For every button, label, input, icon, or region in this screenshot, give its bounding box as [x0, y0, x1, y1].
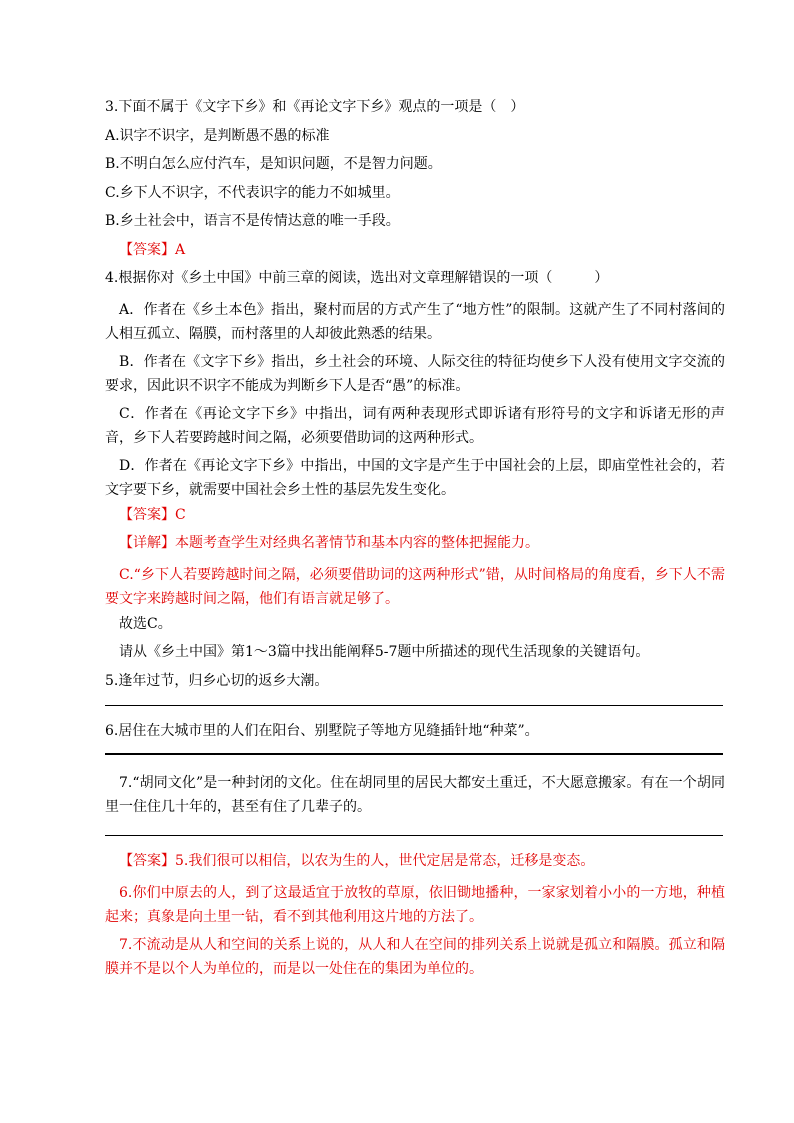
q4-conclusion: 故选C。: [119, 615, 172, 632]
q5-answer-line: [105, 705, 723, 707]
q4-option-c: C．作者在《再论文字下乡》中指出，词有两种表现形式即诉诸有形符号的文字和诉诸无形的声音，乡下人若要跨越时间之隔，必须要借助词的这两种形式。: [105, 405, 725, 446]
answers-5: [105, 852, 725, 871]
answer-value: C: [175, 506, 186, 523]
q3-option-b: B.不明白怎么应付汽车，是知识问题，不是智力问题。: [105, 156, 442, 172]
q3-option-d: B.乡土社会中，语言不是传情达意的唯一手段。: [105, 213, 400, 229]
q4-explanation: C.“乡下人若要跨越时间之隔，必须要借助词的这两种形式”错，从时间格局的角度看，乡下人不需要文字来跨越时间之隔，他们有语言就足够了。: [105, 566, 725, 607]
q6-answer-line: [105, 753, 723, 755]
q4-option-a: A．作者在《乡土本色》指出，聚村而居的方式产生了“地方性”的限制。这就产生了不同村落间的人相互孤立、隔膜，而村落里的人却彼此熟悉的结果。: [105, 301, 725, 342]
answers-7: 7.不流动是从人和空间的关系上说的，从人和人在空间的排列关系上说就是孤立和隔膜。孤立和隔膜并不是以个人为单位的，而是以一处住在的集团为单位的。: [105, 936, 725, 977]
answer-value: A: [175, 241, 186, 258]
answer-tag: 【答案】: [119, 241, 175, 258]
detail-tag: 【详解】: [119, 535, 175, 551]
q3-stem: 3.下面不属于《文字下乡》和《再论文字下乡》观点的一项是（ ）: [105, 99, 525, 115]
q3-option-c: C.乡下人不识字，不代表识字的能力不如城里。: [105, 184, 400, 201]
q3-answer: [105, 241, 725, 260]
q4-answer: [105, 506, 725, 525]
detail-text: 本题考查学生对经典名著情节和基本内容的整体把握能力。: [175, 535, 539, 551]
q4-option-d: D．作者在《再论文字下乡》中指出，中国的文字是产生于中国社会的上层，即庙堂性社会的，若文字要下乡，就需要中国社会乡土性的基层先发生变化。: [105, 457, 725, 498]
content-area: [105, 98, 725, 985]
q6-text: 6.居住在大城市里的人们在阳台、别墅院子等地方见缝插针地“种菜”。: [105, 723, 539, 739]
q4-detail: [105, 534, 725, 553]
instruction: 请从《乡土中国》第1～3篇中找出能阐释5-7题中所描述的现代生活现象的关键语句。: [119, 644, 650, 660]
q5-text: 5.逢年过节，归乡心切的返乡大潮。: [105, 672, 329, 689]
q4-stem: 4.根据你对《乡土中国》中前三章的阅读，选出对文章理解错误的一项（ ）: [105, 270, 609, 286]
q4-option-b: B．作者在《文字下乡》指出，乡土社会的环境、人际交往的特征均使乡下人没有使用文字交流的要求，因此识不识字不能成为判断乡下人是否“愚”的标准。: [105, 353, 725, 394]
answer-5-text: 5.我们很可以相信，以农为生的人，世代定居是常态，迁移是变态。: [175, 853, 595, 869]
answers-6: 6.你们中原去的人，到了这最适宜于放牧的草原，依旧锄地播种，一家家划着小小的一方地，种植起来；真象是向土里一钻，看不到其他利用这片地的方法了。: [105, 884, 725, 925]
q7-answer-line: [105, 835, 723, 837]
answer-tag: 【答案】: [119, 506, 175, 523]
q7-text: 7.“胡同文化”是一种封闭的文化。住在胡同里的居民大都安土重迁，不大愿意搬家。有在一个胡同里一住住几十年的，甚至有住了几辈子的。: [105, 774, 725, 815]
q3-option-a: A.识字不识字，是判断愚不愚的标准: [105, 127, 330, 144]
answer-tag: 【答案】: [119, 853, 175, 869]
